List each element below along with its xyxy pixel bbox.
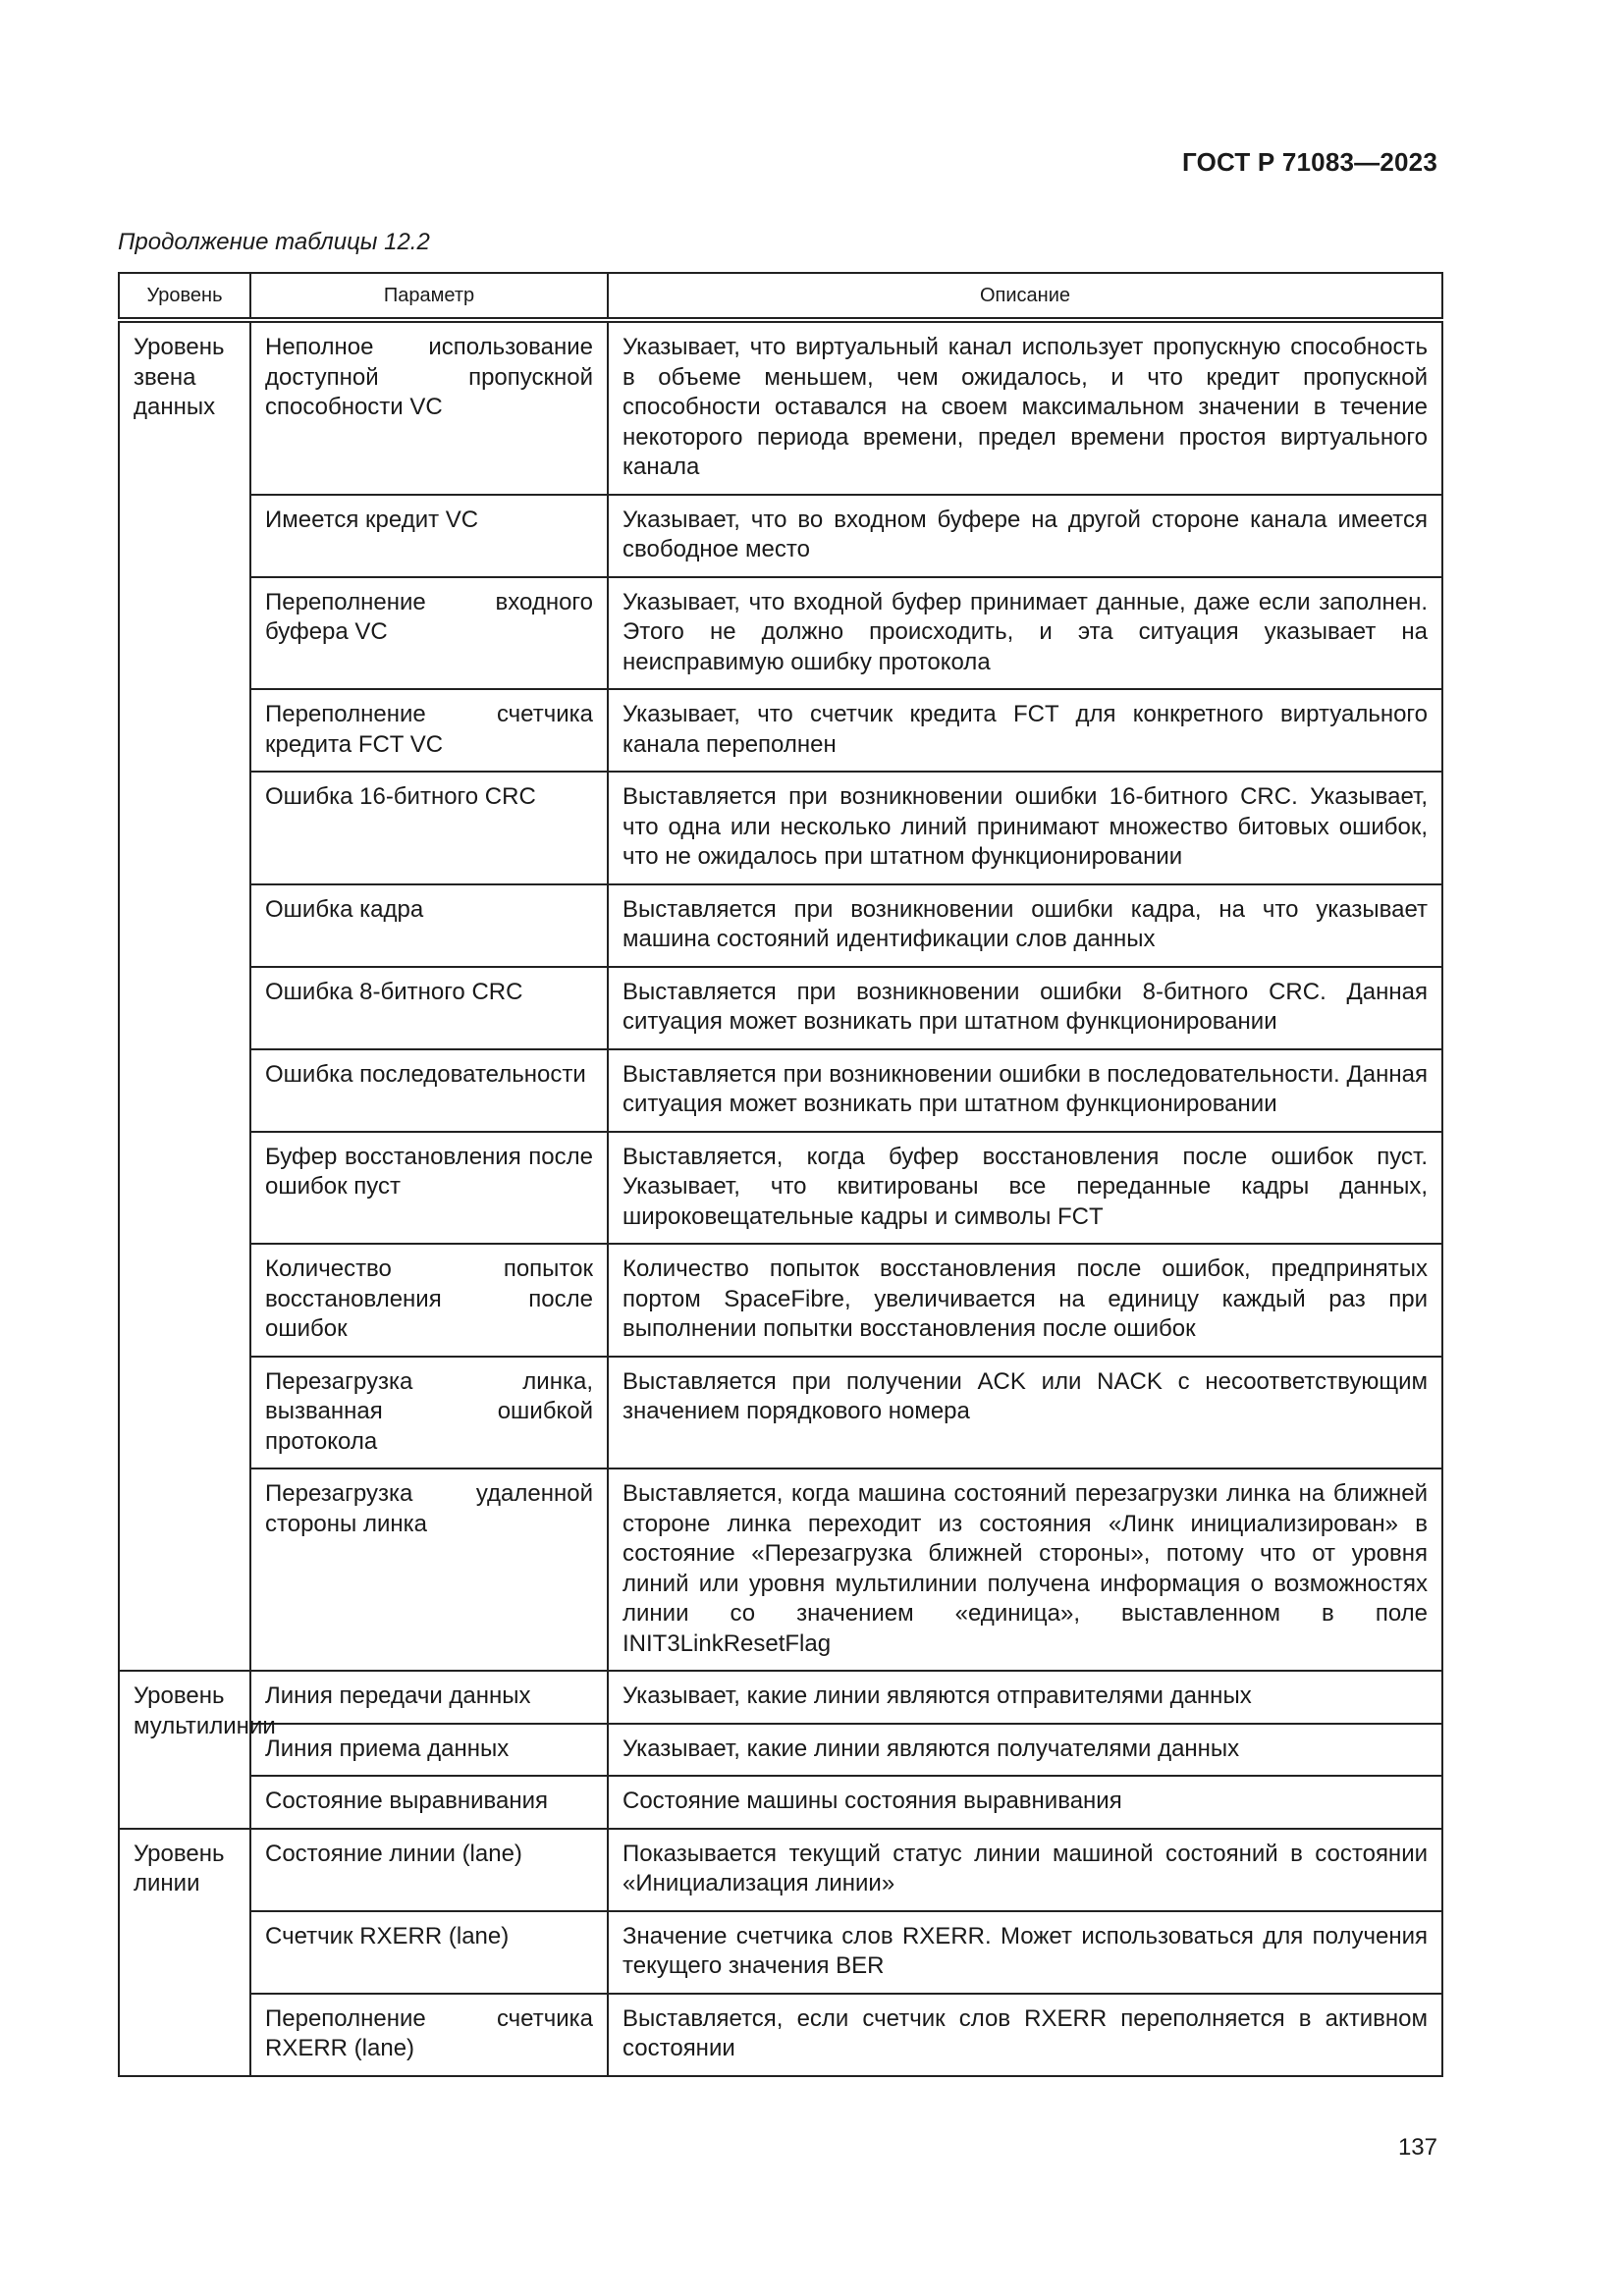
column-header-level: Уровень xyxy=(119,273,250,320)
description-cell: Выставляется, когда машина состояний перезагрузки линка на ближней стороне линка переходит из состояния «Линк инициализирован» в состояние «Перезагрузка ближней стороны», потому что от уровня линий или уровня мультилинии получена информация о возможностях линии со значением «единица», выставленном в поле INIT3LinkResetFlag xyxy=(608,1468,1442,1671)
table-row xyxy=(119,577,1442,690)
column-header-description: Описание xyxy=(608,273,1442,320)
table-row xyxy=(119,689,1442,772)
description-cell: Значение счетчика слов RXERR. Может использоваться для получения текущего значения BER xyxy=(608,1911,1442,1994)
table-row xyxy=(119,772,1442,884)
description-cell: Показывается текущий статус линии машиной состояний в состоянии «Инициализация линии» xyxy=(608,1829,1442,1911)
table-header-row xyxy=(119,273,1442,320)
table-row xyxy=(119,1776,1442,1829)
parameter-cell: Состояние линии (lane) xyxy=(250,1829,608,1911)
description-cell: Указывает, какие линии являются отправителями данных xyxy=(608,1671,1442,1724)
parameter-cell: Переполнение счетчика кредита FCT VC xyxy=(250,689,608,772)
parameter-cell: Неполное использование доступной пропускной способности VC xyxy=(250,320,608,495)
description-cell: Выставляется при возникновении ошибки кадра, на что указывает машина состояний идентификации слов данных xyxy=(608,884,1442,967)
parameter-cell: Линия приема данных xyxy=(250,1724,608,1777)
level-cell: Уровень мультилинии xyxy=(119,1671,250,1829)
parameter-cell: Количество попыток восстановления после ошибок xyxy=(250,1244,608,1357)
table-row xyxy=(119,1049,1442,1132)
table-row xyxy=(119,320,1442,495)
description-cell: Выставляется, если счетчик слов RXERR переполняется в активном состоянии xyxy=(608,1994,1442,2076)
parameter-cell: Перезагрузка удаленной стороны линка xyxy=(250,1468,608,1671)
parameter-cell: Переполнение счетчика RXERR (lane) xyxy=(250,1994,608,2076)
parameter-cell: Линия передачи данных xyxy=(250,1671,608,1724)
description-cell: Количество попыток восстановления после ошибок, предпринятых портом SpaceFibre, увеличивается на единицу каждый раз при выполнении попытки восстановления после ошибок xyxy=(608,1244,1442,1357)
parameter-cell: Имеется кредит VC xyxy=(250,495,608,577)
description-cell: Выставляется, когда буфер восстановления после ошибок пуст. Указывает, что квитированы все переданные кадры данных, широковещательные кадры и символы FCT xyxy=(608,1132,1442,1245)
table-row xyxy=(119,1829,1442,1911)
description-cell: Выставляется при возникновении ошибки в последовательности. Данная ситуация может возникать при штатном функционировании xyxy=(608,1049,1442,1132)
parameter-cell: Переполнение входного буфера VC xyxy=(250,577,608,690)
parameter-cell: Ошибка 16-битного CRC xyxy=(250,772,608,884)
parameter-cell: Буфер восстановления после ошибок пуст xyxy=(250,1132,608,1245)
description-cell: Указывает, какие линии являются получателями данных xyxy=(608,1724,1442,1777)
description-cell: Указывает, что счетчик кредита FCT для конкретного виртуального канала переполнен xyxy=(608,689,1442,772)
parameter-cell: Состояние выравнивания xyxy=(250,1776,608,1829)
description-cell: Выставляется при возникновении ошибки 8-битного CRC. Данная ситуация может возникать при штатном функционировании xyxy=(608,967,1442,1049)
description-cell: Указывает, что виртуальный канал использует пропускную способность в объеме меньшем, чем ожидалось, и что кредит пропускной способности оставался на своем максимальном значении в течение некоторого периода времени, предел времени простоя виртуального канала xyxy=(608,320,1442,495)
table-row xyxy=(119,1724,1442,1777)
parameter-cell: Ошибка последовательности xyxy=(250,1049,608,1132)
parameter-cell: Ошибка кадра xyxy=(250,884,608,967)
table-row xyxy=(119,1468,1442,1671)
table-row xyxy=(119,967,1442,1049)
level-cell: Уровень линии xyxy=(119,1829,250,2076)
table-row xyxy=(119,1994,1442,2076)
table-row xyxy=(119,1671,1442,1724)
level-cell: Уровень звена данных xyxy=(119,320,250,1671)
page-number: 137 xyxy=(1397,2134,1437,2161)
description-cell: Состояние машины состояния выравнивания xyxy=(608,1776,1442,1829)
parameters-table xyxy=(118,272,1443,2077)
table-row xyxy=(119,1357,1442,1469)
description-cell: Указывает, что входной буфер принимает данные, даже если заполнен. Этого не должно происходить, и эта ситуация указывает на неисправимую ошибку протокола xyxy=(608,577,1442,690)
table-row xyxy=(119,1911,1442,1994)
description-cell: Выставляется при возникновении ошибки 16-битного CRC. Указывает, что одна или несколько линий принимают множество битовых ошибок, что не ожидалось при штатном функционировании xyxy=(608,772,1442,884)
table-row xyxy=(119,495,1442,577)
table-caption: Продолжение таблицы 12.2 xyxy=(118,229,430,255)
table-row xyxy=(119,1244,1442,1357)
table-row xyxy=(119,884,1442,967)
parameter-cell: Счетчик RXERR (lane) xyxy=(250,1911,608,1994)
description-cell: Выставляется при получении ACK или NACK с несоответствующим значением порядкового номера xyxy=(608,1357,1442,1469)
document-code: ГОСТ Р 71083—2023 xyxy=(1182,147,1437,177)
column-header-parameter: Параметр xyxy=(250,273,608,320)
parameter-cell: Перезагрузка линка, вызванная ошибкой протокола xyxy=(250,1357,608,1469)
description-cell: Указывает, что во входном буфере на другой стороне канала имеется свободное место xyxy=(608,495,1442,577)
table-row xyxy=(119,1132,1442,1245)
parameter-cell: Ошибка 8-битного CRC xyxy=(250,967,608,1049)
